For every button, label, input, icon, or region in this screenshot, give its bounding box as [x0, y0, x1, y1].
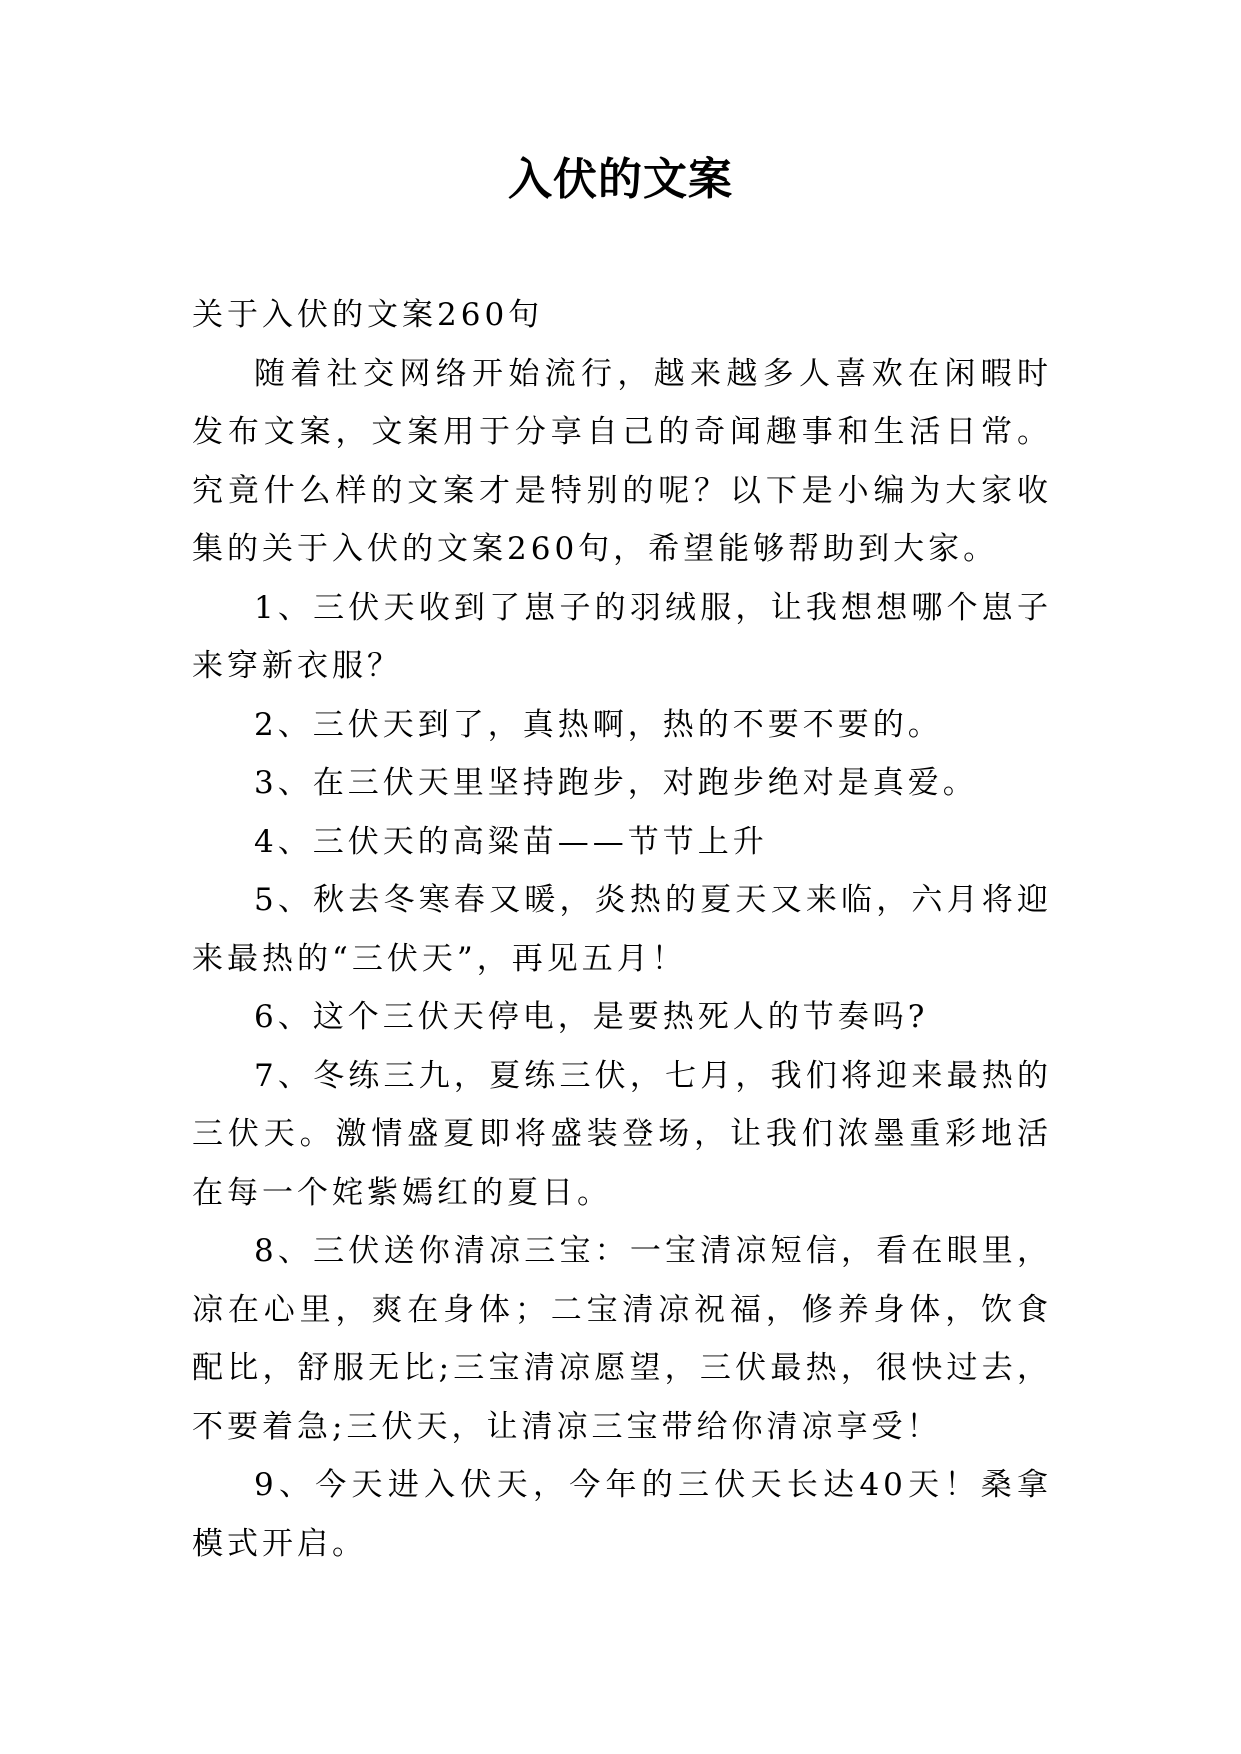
list-item: 3、在三伏天里坚持跑步，对跑步绝对是真爱。 [254, 765, 978, 801]
document-body [192, 286, 1052, 1573]
list-item: 4、三伏天的高粱苗——节节上升 [254, 823, 768, 860]
list-item: 6、这个三伏天停电，是要热死人的节奏吗? [254, 999, 929, 1035]
document-subtitle: 关于入伏的文案260句 [192, 297, 544, 333]
document-title: 入伏的文案 [508, 154, 733, 205]
intro-paragraph: 随着社交网络开始流行，越来越多人喜欢在闲暇时发布文案，文案用于分享自己的奇闻趣事和生活日常。究竟什么样的文案才是特别的呢？以下是小编为大家收集的关于入伏的文案260句，希望能够帮助到大家。 [192, 355, 1052, 567]
list-item: 9、今天进入伏天，今年的三伏天长达40天！桑拿模式开启。 [192, 1467, 1052, 1562]
list-item: 8、三伏送你清凉三宝：一宝清凉短信，看在眼里，凉在心里，爽在身体；二宝清凉祝福，修养身体，饮食配比，舒服无比;三宝清凉愿望，三伏最热，很快过去，不要着急;三伏天，让清凉三宝带给你清凉享受！ [192, 1233, 1052, 1445]
list-item: 5、秋去冬寒春又暖，炎热的夏天又来临，六月将迎来最热的“三伏天”，再见五月！ [192, 882, 1052, 977]
list-item: 7、冬练三九，夏练三伏，七月，我们将迎来最热的三伏天。激情盛夏即将盛装登场，让我们浓墨重彩地活在每一个姹紫嫣红的夏日。 [192, 1057, 1052, 1211]
list-item: 1、三伏天收到了崽子的羽绒服，让我想想哪个崽子来穿新衣服？ [192, 589, 1052, 684]
list-item: 2、三伏天到了，真热啊，热的不要不要的。 [254, 706, 943, 743]
